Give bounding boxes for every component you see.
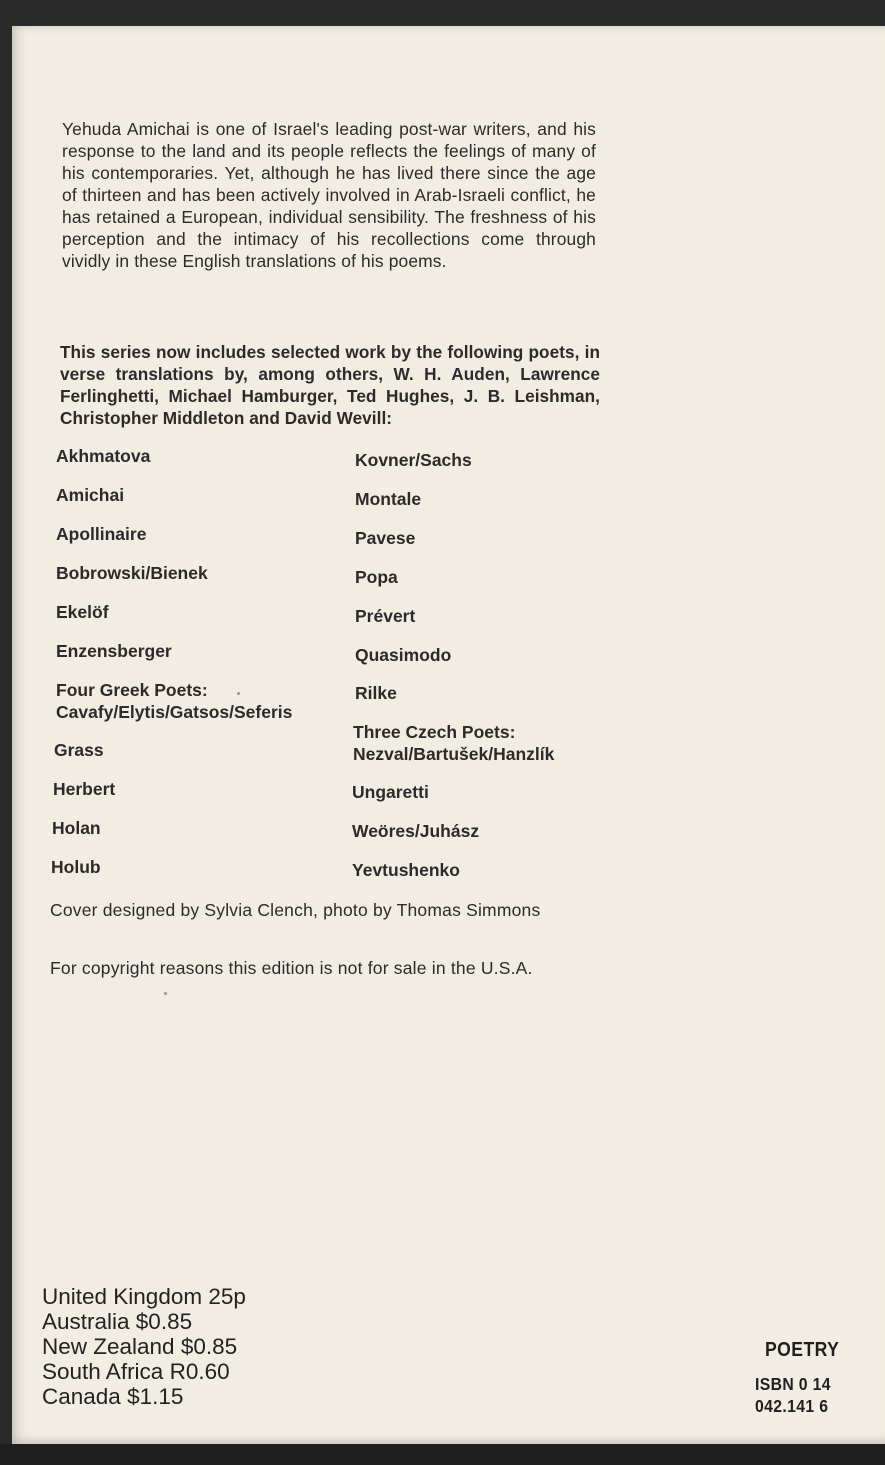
poet-item: Weöres/Juhász — [352, 821, 480, 841]
book-blurb: Yehuda Amichai is one of Israel's leading post-war writers, and his response to the land and its people reflects the feelings of many of his contemporaries. Yet, although he has lived there since the age of thirteen and has been actively involved in Arab-Israeli conflict, he has retained a European, individual sensibility. The freshness of his perception and the intimacy of his recollections come through vividly in these English translations of his poems. — [62, 119, 596, 271]
series-intro: This series now includes selected work by the following poets, in verse translations by, among others, W. H. Auden, Lawrence Ferlinghetti, Michael Hamburger, Ted Hughes, J. B. Leishman, Christopher Middleton and David Wevill: — [60, 342, 600, 428]
isbn — [755, 1373, 831, 1417]
paper-speck — [237, 692, 240, 695]
copyright-note: For copyright reasons this edition is not for sale in the U.S.A. — [50, 958, 533, 978]
price-item: Canada $1.15 — [42, 1384, 184, 1409]
poet-item: Herbert — [53, 779, 116, 799]
price-item: South Africa R0.60 — [42, 1359, 230, 1384]
poet-item: Kovner/Sachs — [355, 450, 472, 470]
poet-item: Rilke — [355, 683, 397, 703]
poet-item: Akhmatova — [56, 446, 151, 466]
poet-item: Four Greek Poets: — [56, 680, 208, 700]
poet-item: Enzensberger — [56, 641, 172, 661]
paper-speck — [164, 992, 167, 995]
price-item: New Zealand $0.85 — [42, 1334, 238, 1359]
poet-item: Pavese — [355, 528, 416, 548]
price-item: United Kingdom 25p — [42, 1284, 246, 1309]
back-cover — [12, 26, 885, 1444]
poet-item: Cavafy/Elytis/Gatsos/Seferis — [56, 702, 293, 722]
poet-item: Apollinaire — [56, 524, 147, 544]
poet-item: Nezval/Bartušek/Hanzlík — [353, 744, 555, 764]
category-label: POETRY — [765, 1339, 840, 1361]
poet-item: Three Czech Poets: — [353, 722, 516, 742]
poet-item: Holan — [52, 818, 101, 838]
poet-item: Ungaretti — [352, 782, 429, 802]
price-item: Australia $0.85 — [42, 1309, 193, 1334]
poet-item: Holub — [51, 857, 101, 877]
poet-item: Montale — [355, 489, 422, 509]
background-edge — [0, 1444, 885, 1465]
poet-item: Grass — [54, 740, 104, 760]
poet-item: Popa — [355, 567, 398, 587]
isbn-line: ISBN 0 14 — [755, 1374, 831, 1394]
poet-item: Bobrowski/Bienek — [56, 563, 208, 583]
poet-item: Yevtushenko — [352, 860, 460, 880]
poet-item: Amichai — [56, 485, 125, 505]
cover-credit: Cover designed by Sylvia Clench, photo by Thomas Simmons — [50, 900, 541, 920]
poet-item: Ekelöf — [56, 602, 109, 622]
poet-item: Quasimodo — [355, 645, 452, 665]
poet-item: Prévert — [355, 606, 416, 626]
price-list — [42, 1284, 246, 1409]
isbn-line: 042.141 6 — [755, 1396, 829, 1416]
